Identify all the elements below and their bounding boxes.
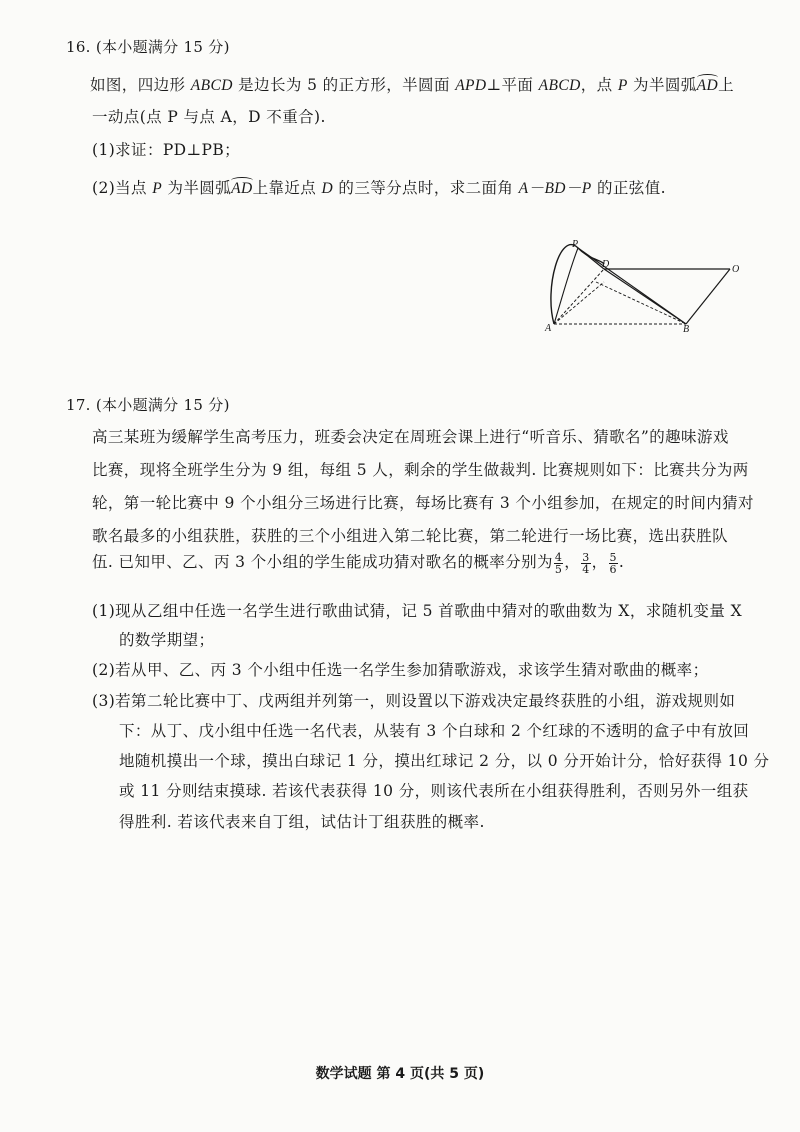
q17-sub1-line1: (1)现从乙组中任选一名学生进行歌曲试猜，记 5 首歌曲中猜对的歌曲数为 X，求随机变量 X [92,602,742,620]
page-footer: 数学试题 第 4 页(共 5 页) [315,1066,485,1082]
label-b: B [683,324,690,335]
q16-part2-text-d: 上靠近点 [252,179,322,197]
q16-intro-text-g: ，点 [580,76,618,94]
separator: ， [591,553,608,571]
q16-intro-line1 [90,73,734,95]
label-a: A [545,323,552,334]
fraction-numerator: 5 [609,550,617,564]
label-p: P [572,239,579,250]
q17-para-line4: 歌名最多的小组获胜，获胜的三个小组进入第二轮比赛，第二轮进行一场比赛，选出获胜队 [92,527,729,545]
q16-intro-text-c: 是边长为 5 的正方形，半圆面 [232,76,456,94]
geometry-figure [540,238,740,338]
q17-para-line5 [92,550,624,575]
q16-intro-text-i: 为半圆弧 [627,76,697,94]
q17-para-line3: 轮，第一轮比赛中 9 个小组分三场进行比赛，每场比赛有 3 个小组参加，在规定的时间内猜对 [92,494,754,512]
edge-ad-dashed [554,269,604,324]
q17-sub3-line3: 地随机摸出一个球，摸出白球记 1 分，摸出红球记 2 分，以 0 分开始计分，恰好获得 10 分 [119,752,770,770]
q17-sub3-line4: 或 11 分则结束摸球. 若该代表获得 10 分，则该代表所在小组获得胜利，否则另外一组获 [119,782,749,800]
label-d: D [602,259,610,270]
label-c: O [732,264,740,275]
q16-intro-math-d: APD [455,77,487,94]
q16-intro-text-j: 上 [718,76,735,94]
q16-intro-math-b: ABCD [190,77,233,94]
q17-prob-text: 伍. 已知甲、乙、丙 3 个小组的学生能成功猜对歌名的概率分别为 [92,553,553,571]
fraction-numerator: 3 [582,550,590,564]
q16-intro-math-f: ABCD [538,77,581,94]
edge-pb [578,248,686,324]
q16-part2-text-f: 的三等分点时，求二面角 [333,179,519,197]
q16-part1: (1)求证：PD⊥PB； [92,141,241,159]
q17-sub3-line5: 得胜利. 若该代表来自丁组，试估计丁组获胜的概率. [119,813,485,831]
q17-sub3-line2: 下：从丁、戊小组中任选一名代表，从装有 3 个白球和 2 个红球的不透明的盒子中有放回 [119,722,750,740]
q16-intro-text-e: ⊥平面 [486,76,539,94]
q17-sub3-line1: (3)若第二轮比赛中丁、戊两组并列第一，则设置以下游戏决定最终获胜的小组，游戏规则如 [92,692,736,710]
q16-part2-text-c: 为半圆弧 [162,179,232,197]
q16-intro-line2: 一动点(点 P 与点 A，D 不重合). [92,108,326,126]
q16-part2-math-e: D [321,180,334,197]
separator: ， [564,553,581,571]
fraction-5-6 [609,552,618,575]
q16-part2-text-a: (2)当点 [92,179,153,197]
q17-sub2: (2)若从甲、乙、丙 3 个小组中任选一名学生参加猜歌游戏，求该学生猜对歌曲的概率； [92,661,709,679]
q16-header: 16. (本小题满分 15 分) [66,38,230,56]
semicircle-arc [551,245,604,324]
fraction-4-5 [554,552,563,575]
q16-intro-text-a: 如图，四边形 [90,76,191,94]
fraction-numerator: 4 [554,550,563,564]
q16-part2-math-g: A－BD－P [518,180,592,197]
edge-pd [578,248,604,269]
edge-aux2-dashed [596,282,686,324]
period: . [618,553,625,571]
fraction-denominator: 4 [582,562,590,576]
q16-part2-arc-ad: AD [231,180,253,197]
fraction-3-4 [581,552,590,575]
q16-part2-math-b: P [152,180,163,197]
edge-cb [686,269,730,324]
fraction-denominator: 6 [609,562,617,576]
fraction-denominator: 5 [554,562,563,576]
q17-sub1-line2: 的数学期望； [119,631,215,649]
q17-para-line2: 比赛，现将全班学生分为 9 组，每组 5 人，剩余的学生做裁判. 比赛规则如下：比赛共分为两 [92,461,749,479]
q16-intro-arc-ad: AD [696,77,719,94]
q17-header: 17. (本小题满分 15 分) [66,396,230,414]
q17-para-line1: 高三某班为缓解学生高考压力，班委会决定在周班会课上进行“听音乐、猜歌名”的趣味游戏 [92,428,729,446]
q16-part2 [92,176,666,198]
edge-aux-dashed [554,282,604,324]
q16-part2-text-h: 的正弦值. [591,179,666,197]
q16-intro-math-h: P [617,77,628,94]
